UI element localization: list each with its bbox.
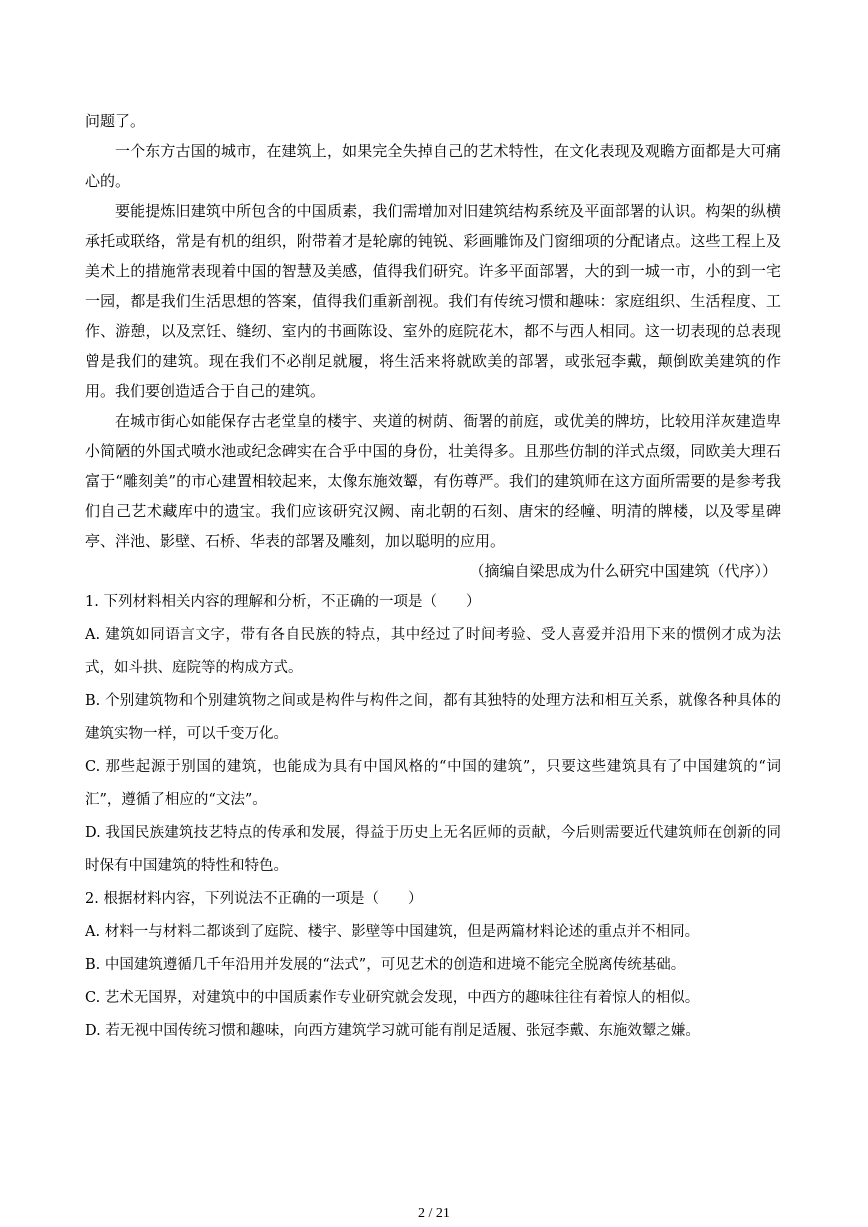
question-2-stem: 2. 根据材料内容，下列说法不正确的一项是（ ） xyxy=(85,891,423,907)
passage-paragraph-3: 在城市街心如能保存古老堂皇的楼宇、夹道的树荫、衙署的前庭，或优美的牌坊，比较用洋灰建造卑小简陋的外国式喷水池或纪念碑实在合乎中国的身份，壮美得多。且那些仿制的洋式点缀，同欧美大理石富于“雕刻美”的市心建置相较起来，太像东施效颦，有伤尊严。我们的建筑师在这方面所需要的是参考我们自己艺术藏库中的遗宝。我们应该研究汉阙、南北朝的石刻、唐宋的经幢、明清的牌楼，以及零星碑亭、泮池、影壁、石桥、华表的部署及雕刻，加以聪明的应用。 xyxy=(85,412,781,550)
page-content xyxy=(85,106,781,1048)
passage-paragraph-1: 一个东方古国的城市，在建筑上，如果完全失掉自己的艺术特性，在文化表现及观瞻方面都是大可痛心的。 xyxy=(85,142,781,190)
passage-source-citation: （摘编自梁思成为什么研究中国建筑（代序）） xyxy=(469,562,777,580)
question-2-option-b: B. 中国建筑遵循几千年沿用并发展的“法式”，可见艺术的创造和进境不能完全脱离传统基础。 xyxy=(85,957,686,973)
passage-paragraph-0: 问题了。 xyxy=(85,112,146,130)
page-number: 2 / 21 xyxy=(418,1206,450,1221)
question-2-option-c: C. 艺术无国界，对建筑中的中国质素作专业研究就会发现，中西方的趣味往往有着惊人的相似。 xyxy=(85,990,700,1006)
question-2 xyxy=(85,883,781,1048)
question-2-option-a: A. 材料一与材料二都谈到了庭院、楼宇、影壁等中国建筑，但是两篇材料论述的重点并不相同。 xyxy=(85,924,700,940)
question-1-option-c: C. 那些起源于别国的建筑，也能成为具有中国风格的“中国的建筑”，只要这些建筑具有了中国建筑的“词汇”，遵循了相应的“文法”。 xyxy=(85,759,781,808)
question-2-option-d: D. 若无视中国传统习惯和趣味，向西方建筑学习就可能有削足适履、张冠李戴、东施效颦之嫌。 xyxy=(85,1023,700,1039)
question-1-option-b: B. 个别建筑物和个别建筑物之间或是构件与构件之间，都有其独特的处理方法和相互关系，就像各种具体的建筑实物一样，可以千变万化。 xyxy=(85,693,781,742)
question-1-stem: 1. 下列材料相关内容的理解和分析，不正确的一项是（ ） xyxy=(85,594,481,610)
passage-paragraph-2: 要能提炼旧建筑中所包含的中国质素，我们需增加对旧建筑结构系统及平面部署的认识。构架的纵横承托或联络，常是有机的组织，附带着才是轮廓的钝锐、彩画雕饰及门窗细项的分配诸点。这些工程上及美术上的措施常表现着中国的智慧及美感，值得我们研究。许多平面部署，大的到一城一市，小的到一宅一园，都是我们生活思想的答案，值得我们重新剖视。我们有传统习惯和趣味：家庭组织、生活程度、工作、游憩，以及烹饪、缝纫、室内的书画陈设、室外的庭院花木，都不与西人相同。这一切表现的总表现曾是我们的建筑。现在我们不必削足就履，将生活来将就欧美的部署，或张冠李戴，颠倒欧美建筑的作用。我们要创造适合于自己的建筑。 xyxy=(85,202,781,400)
question-1-option-d: D. 我国民族建筑技艺特点的传承和发展，得益于历史上无名匠师的贡献，今后则需要近代建筑师在创新的同时保有中国建筑的特性和特色。 xyxy=(85,825,781,874)
question-1 xyxy=(85,586,781,883)
question-1-option-a: A. 建筑如同语言文字，带有各自民族的特点，其中经过了时间考验、受人喜爱并沿用下来的惯例才成为法式，如斗拱、庭院等的构成方式。 xyxy=(85,627,781,676)
